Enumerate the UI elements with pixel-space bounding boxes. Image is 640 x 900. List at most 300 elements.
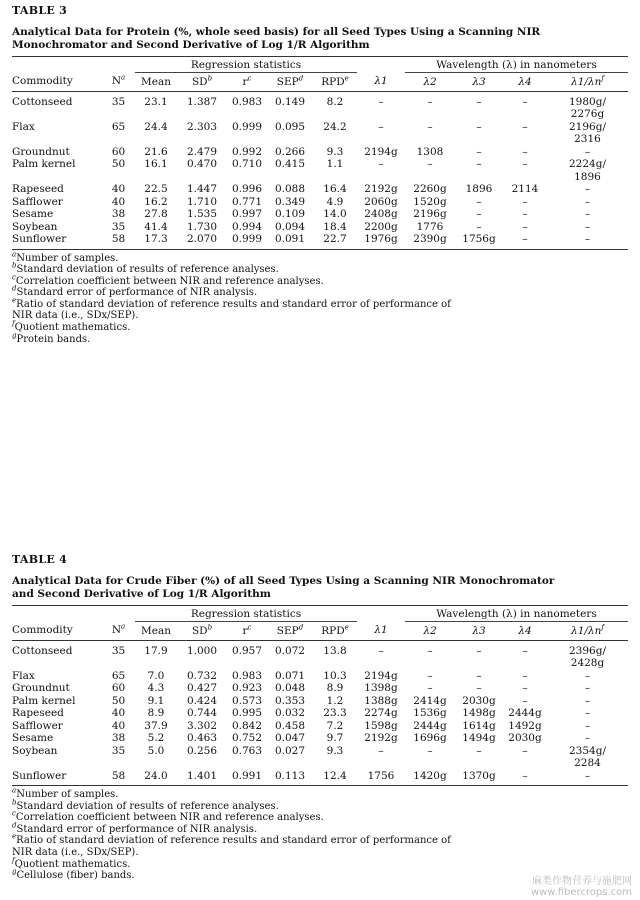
cell-value: – (476, 744, 482, 757)
cell-value: 0.094 (274, 220, 306, 233)
footnote-text: Correlation coefficient between NIR and reference analyses. (15, 275, 324, 287)
cell-lambda-ratio (547, 183, 628, 196)
cell-value: 8.2 (326, 95, 344, 108)
footnote-mark: f (12, 856, 15, 865)
cell-value: 1536g (413, 707, 447, 719)
cell-value: 2194g (364, 145, 398, 158)
cell-commodity (12, 720, 102, 733)
cell-value: 2444g (413, 719, 447, 732)
footnote-marker: f (601, 74, 604, 82)
footnote-marker: a (121, 73, 126, 82)
cell-value: Flax (12, 120, 35, 133)
cell-sd (177, 233, 227, 249)
cell-value: Sesame (12, 732, 54, 744)
cell-lambda2 (405, 720, 455, 733)
cell-ratio-line: 2354g/ (569, 744, 606, 757)
cell-value: 17.3 (144, 233, 168, 245)
cell-ratio-line: 1896 (574, 170, 601, 183)
cell-value: – (522, 682, 528, 694)
cell-value: 0.113 (274, 769, 306, 782)
cell-value: 0.027 (274, 744, 306, 757)
cell-commodity (12, 640, 102, 670)
cell-value: 0.095 (274, 120, 306, 133)
column-header-lambda4 (503, 621, 547, 640)
cell-value: 0.573 (231, 694, 263, 707)
column-header-text: Mean (141, 624, 171, 637)
cell-lambda-ratio (547, 720, 628, 733)
cell-sd (177, 745, 227, 770)
cell-value: 1420g (413, 769, 447, 782)
cell-value: Palm kernel (12, 158, 76, 170)
cell-value: 1492g (508, 719, 542, 732)
cell-value: – (522, 195, 528, 208)
cell-commodity (12, 146, 102, 159)
cell-value: 1.710 (186, 195, 218, 208)
cell-mean (135, 91, 177, 121)
column-header-text: Commodity (12, 75, 73, 88)
table-row (12, 158, 628, 183)
cell-value: 2114 (511, 183, 539, 195)
cell-rpd (313, 233, 357, 249)
footnote-mark: d (12, 821, 17, 830)
cell-lambda1 (357, 695, 405, 708)
table-body (12, 640, 628, 786)
cell-value: 0.072 (274, 644, 306, 657)
cell-mean (135, 640, 177, 670)
cell-lambda4 (503, 745, 547, 770)
cell-value: 0.048 (274, 682, 306, 694)
cell-lambda1 (357, 720, 405, 733)
footnote-mark: e (12, 833, 17, 842)
cell-lambda-ratio (547, 196, 628, 209)
cell-rpd (313, 183, 357, 196)
table-row (12, 183, 628, 196)
cell-value: – (476, 220, 482, 233)
cell-value: – (476, 145, 482, 158)
cell-sep (267, 670, 313, 683)
cell-mean (135, 158, 177, 183)
cell-value: 38 (111, 208, 126, 220)
cell-sep (267, 707, 313, 720)
watermark (531, 876, 632, 898)
cell-value: 1398g (364, 682, 398, 694)
cell-ratio-line: – (584, 719, 591, 732)
column-header-lambda4 (503, 72, 547, 91)
cell-value: 2060g (364, 195, 398, 208)
cell-value: 9.3 (326, 145, 344, 158)
column-header-text: RPD (321, 624, 345, 637)
cell-sep (267, 183, 313, 196)
table-body (12, 91, 628, 249)
cell-value: 0.752 (231, 732, 263, 744)
cell-value: 0.983 (231, 669, 263, 682)
cell-sep (267, 770, 313, 786)
cell-r (227, 121, 267, 146)
column-header-mean (135, 72, 177, 91)
cell-value: Safflower (12, 195, 63, 208)
footnote (12, 809, 628, 824)
cell-value: 9.3 (326, 744, 344, 757)
footnote-mark: g (12, 331, 17, 340)
cell-sep (267, 695, 313, 708)
cell-value: Soybean (12, 744, 58, 757)
cell-lambda3 (455, 640, 503, 670)
cell-rpd (313, 732, 357, 745)
cell-r (227, 732, 267, 745)
cell-value: 1520g (413, 195, 447, 208)
cell-ratio-line: – (584, 233, 591, 245)
cell-value: 0.415 (274, 158, 306, 170)
column-header-lambda2 (405, 621, 455, 640)
footnote-mark: f (12, 319, 15, 328)
cell-value: 24.2 (323, 120, 347, 133)
cell-lambda4 (503, 158, 547, 183)
table-row (12, 640, 628, 670)
footnote-text: Number of samples. (16, 252, 119, 264)
cell-rpd (313, 91, 357, 121)
cell-lambda3 (455, 707, 503, 720)
table-row (12, 682, 628, 695)
cell-sd (177, 695, 227, 708)
table-row (12, 707, 628, 720)
cell-mean (135, 221, 177, 234)
cell-lambda1 (357, 745, 405, 770)
cell-sd (177, 121, 227, 146)
footnote-marker: c (247, 623, 252, 631)
table-label: TABLE 3 (12, 4, 68, 17)
cell-value: 35 (111, 644, 126, 657)
cell-value: – (476, 158, 482, 170)
cell-lambda3 (455, 720, 503, 733)
cell-mean (135, 208, 177, 221)
column-header-text: λ1/λn (571, 624, 602, 637)
cell-lambda4 (503, 682, 547, 695)
cell-lambda4 (503, 91, 547, 121)
footnote (12, 319, 628, 334)
cell-lambda4 (503, 208, 547, 221)
table-row (12, 221, 628, 234)
cell-value: 0.463 (186, 732, 218, 744)
cell-value: 0.256 (186, 744, 218, 757)
cell-value: – (522, 233, 528, 245)
cell-lambda1 (357, 91, 405, 121)
cell-sep (267, 221, 313, 234)
cell-value: 1696g (413, 732, 447, 744)
cell-commodity (12, 196, 102, 209)
cell-value: 3.302 (186, 719, 218, 732)
cell-lambda2 (405, 707, 455, 720)
cell-value: Cottonseed (12, 644, 73, 657)
cell-n (102, 745, 135, 770)
cell-value: 24.4 (144, 120, 168, 133)
footnote-mark: g (12, 867, 17, 876)
footnote-text: Standard error of performance of NIR analysis. (16, 823, 258, 835)
column-header-lambda3 (455, 72, 503, 91)
table-row (12, 732, 628, 745)
cell-lambda-ratio (547, 208, 628, 221)
cell-value: 13.8 (323, 644, 347, 657)
footnote (12, 250, 628, 265)
cell-lambda1 (357, 146, 405, 159)
table-3 (12, 4, 628, 345)
cell-value: 0.427 (186, 682, 218, 694)
cell-value: 2260g (413, 183, 447, 195)
footnote-marker: e (344, 623, 349, 631)
footnote-mark: a (12, 786, 17, 795)
column-header-text: λ4 (518, 75, 532, 88)
cell-commodity (12, 91, 102, 121)
cell-value: 50 (111, 694, 126, 707)
cell-sd (177, 720, 227, 733)
cell-sep (267, 208, 313, 221)
cell-ratio-line: 2224g/ (569, 158, 606, 170)
cell-value: 0.992 (231, 145, 263, 158)
footnote-marker: f (601, 623, 604, 631)
cell-lambda3 (455, 196, 503, 209)
cell-lambda2 (405, 183, 455, 196)
cell-value: 12.4 (323, 769, 347, 782)
footnote-mark: b (12, 261, 17, 270)
cell-value: 8.9 (147, 707, 165, 719)
cell-lambda1 (357, 196, 405, 209)
cell-sep (267, 640, 313, 670)
column-header-text: λ2 (423, 75, 437, 88)
cell-sep (267, 146, 313, 159)
cell-lambda3 (455, 732, 503, 745)
group-header-wavelength: Wavelength (λ) in nanometers (405, 606, 628, 621)
cell-value: 35 (111, 744, 126, 757)
cell-sep (267, 121, 313, 146)
cell-lambda2 (405, 670, 455, 683)
column-header-text: SEP (276, 624, 299, 637)
column-header-sd (177, 72, 227, 91)
cell-lambda2 (405, 640, 455, 670)
cell-rpd (313, 745, 357, 770)
cell-value: Cottonseed (12, 95, 73, 108)
cell-value: 0.983 (231, 95, 263, 108)
cell-value: 1598g (364, 719, 398, 732)
cell-value: 0.149 (274, 95, 306, 108)
cell-mean (135, 183, 177, 196)
cell-ratio-line: – (584, 669, 591, 682)
cell-value: – (522, 669, 528, 682)
table-row (12, 745, 628, 770)
cell-n (102, 720, 135, 733)
cell-value: 1.2 (326, 694, 344, 707)
cell-value: 2030g (508, 732, 542, 744)
column-header-rpd (313, 621, 357, 640)
cell-rpd (313, 121, 357, 146)
cell-value: Safflower (12, 719, 63, 732)
cell-value: 0.996 (231, 183, 263, 195)
cell-value: 2192g (364, 183, 398, 195)
cell-n (102, 208, 135, 221)
cell-lambda1 (357, 640, 405, 670)
cell-value: – (476, 208, 482, 220)
cell-lambda3 (455, 770, 503, 786)
footnote-marker: e (344, 74, 349, 82)
cell-value: 2.303 (186, 120, 218, 133)
column-header-lambda-ratio (547, 72, 628, 91)
cell-n (102, 682, 135, 695)
cell-commodity (12, 221, 102, 234)
footnote-mark: b (12, 798, 17, 807)
group-header-regression: Regression statistics (135, 57, 357, 72)
cell-value: 60 (111, 145, 126, 158)
column-header-lambda2 (405, 72, 455, 91)
cell-lambda2 (405, 233, 455, 249)
cell-ratio-line: 2316 (574, 133, 601, 145)
watermark-line-url: www.fibercrops.com (530, 887, 632, 898)
cell-lambda1 (357, 770, 405, 786)
footnote-marker: a (121, 622, 126, 631)
cell-value: 0.458 (274, 719, 306, 732)
footnotes (12, 250, 628, 346)
cell-r (227, 720, 267, 733)
cell-lambda2 (405, 91, 455, 121)
cell-value: 18.4 (323, 220, 347, 233)
cell-lambda3 (455, 121, 503, 146)
cell-value: 1.1 (326, 158, 344, 170)
cell-ratio-line: 2428g (570, 657, 605, 669)
cell-value: – (522, 644, 528, 657)
cell-commodity (12, 183, 102, 196)
cell-value: 1.730 (186, 220, 218, 233)
cell-value: 2194g (364, 669, 398, 682)
footnote (12, 821, 628, 836)
column-header-n (102, 621, 135, 640)
cell-value: 16.2 (144, 195, 168, 208)
cell-sd (177, 640, 227, 670)
cell-value: 35 (111, 220, 126, 233)
column-header-mean (135, 621, 177, 640)
footnote (12, 310, 628, 322)
cell-value: 0.763 (231, 744, 263, 757)
footnote (12, 273, 628, 288)
cell-mean (135, 720, 177, 733)
footnote (12, 786, 628, 801)
cell-value: 58 (111, 233, 126, 245)
cell-value: 1756g (462, 233, 496, 245)
cell-lambda4 (503, 720, 547, 733)
footnote-text: Cellulose (fiber) bands. (16, 870, 135, 882)
cell-value: – (427, 669, 433, 682)
cell-commodity (12, 682, 102, 695)
cell-commodity (12, 745, 102, 770)
footnote (12, 296, 628, 311)
cell-lambda-ratio (547, 146, 628, 159)
cell-value: Groundnut (12, 145, 70, 158)
cell-value: – (427, 158, 433, 170)
cell-n (102, 670, 135, 683)
watermark-line-cn: 麻类作物营养与施肥网 (532, 876, 632, 887)
footnote-text: Ratio of standard deviation of reference results and standard error of performance of (16, 298, 451, 310)
cell-lambda2 (405, 682, 455, 695)
cell-value: – (427, 744, 433, 757)
cell-mean (135, 682, 177, 695)
footnote-text: NIR data (i.e., SDx/SEP). (12, 846, 139, 858)
footnote (12, 835, 628, 847)
cell-value: 1370g (462, 769, 496, 782)
cell-lambda3 (455, 682, 503, 695)
cell-ratio-line: – (584, 183, 591, 195)
cell-sd (177, 221, 227, 234)
column-header-text: Commodity (12, 624, 73, 637)
cell-value: Palm kernel (12, 694, 76, 707)
cell-value: 58 (111, 769, 126, 782)
cell-lambda1 (357, 670, 405, 683)
cell-value: 37.9 (144, 719, 168, 732)
cell-value: 2030g (462, 694, 496, 707)
footnote-marker: d (298, 74, 304, 82)
cell-value: Rapeseed (12, 707, 64, 719)
cell-value: 65 (111, 120, 126, 133)
cell-lambda-ratio (547, 221, 628, 234)
table-row (12, 121, 628, 146)
cell-value: – (522, 95, 528, 108)
column-header-sep (267, 72, 313, 91)
cell-rpd (313, 682, 357, 695)
cell-rpd (313, 707, 357, 720)
cell-value: 4.9 (326, 195, 344, 208)
cell-lambda1 (357, 732, 405, 745)
cell-lambda1 (357, 233, 405, 249)
cell-commodity (12, 670, 102, 683)
cell-value: 0.470 (186, 158, 218, 170)
cell-value: 35 (111, 95, 126, 108)
table-row (12, 720, 628, 733)
cell-commodity (12, 158, 102, 183)
cell-value: 0.999 (231, 233, 263, 245)
cell-value: 0.732 (186, 669, 218, 682)
cell-lambda-ratio (547, 91, 628, 121)
cell-lambda4 (503, 707, 547, 720)
cell-value: 41.4 (144, 220, 168, 233)
cell-lambda1 (357, 121, 405, 146)
column-header-row (12, 72, 628, 91)
cell-sd (177, 770, 227, 786)
cell-value: – (476, 644, 482, 657)
cell-rpd (313, 196, 357, 209)
footnote-marker: b (207, 623, 213, 631)
footnote-text: Standard deviation of results of reference analyses. (16, 264, 279, 276)
cell-lambda1 (357, 208, 405, 221)
cell-value: 23.3 (323, 707, 347, 719)
column-header-r (227, 621, 267, 640)
cell-lambda1 (357, 707, 405, 720)
footnote-mark: d (12, 284, 17, 293)
cell-rpd (313, 695, 357, 708)
column-header-text: λ1 (374, 624, 388, 637)
cell-value: 0.349 (274, 195, 306, 208)
cell-r (227, 707, 267, 720)
cell-lambda2 (405, 745, 455, 770)
cell-n (102, 91, 135, 121)
cell-value: Sunflower (12, 233, 67, 245)
footnote (12, 847, 628, 859)
cell-r (227, 146, 267, 159)
cell-commodity (12, 707, 102, 720)
cell-value: 24.0 (144, 769, 168, 782)
cell-value: 5.2 (147, 732, 165, 744)
cell-r (227, 233, 267, 249)
cell-lambda3 (455, 158, 503, 183)
column-header-sd (177, 621, 227, 640)
cell-ratio-line: – (584, 682, 591, 694)
cell-lambda4 (503, 146, 547, 159)
cell-lambda2 (405, 146, 455, 159)
cell-ratio-line: – (584, 145, 591, 158)
